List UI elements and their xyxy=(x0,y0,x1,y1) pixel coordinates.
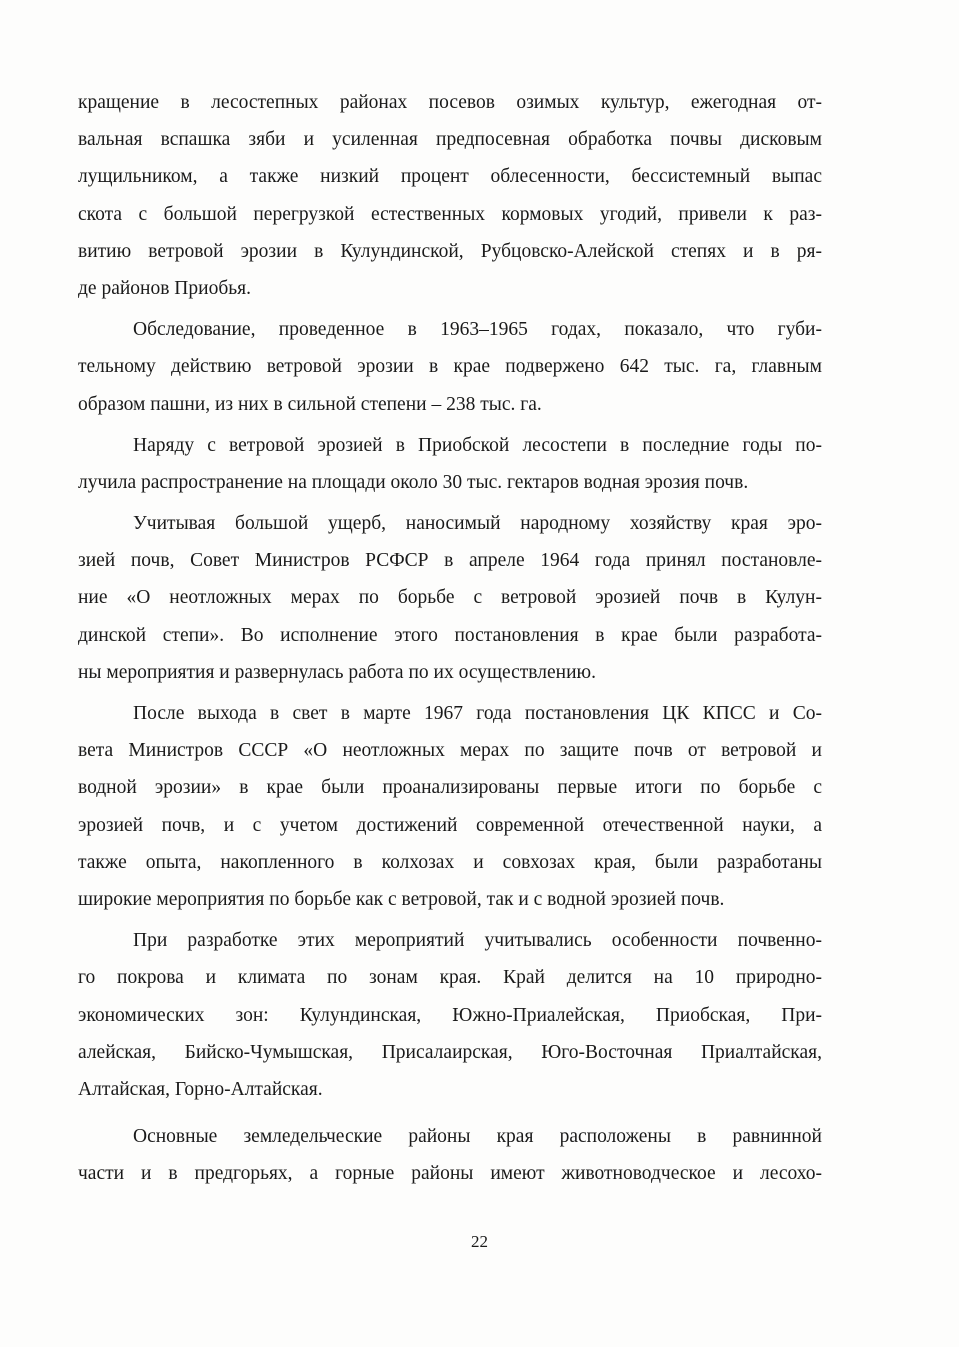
text-line: образом пашни, из них в сильной степени – 238 тыс. га. xyxy=(78,393,542,415)
text-line: алейская, Бийско-Чумышская, Присалаирская, Юго-Восточная Приалтайская, xyxy=(78,1041,822,1063)
text-line: тельному действию ветровой эрозии в крае подвержено 642 тыс. га, главным xyxy=(78,356,822,378)
text-line: эрозией почв, и с учетом достижений современной отечественной науки, а xyxy=(78,814,822,836)
text-line: После выхода в свет в марте 1967 года постановления ЦК КПСС и Со- xyxy=(133,703,822,724)
text-line: части и в предгорьях, а горные районы имеют животноводческое и лесохо- xyxy=(78,1163,822,1185)
text-line: вальная вспашка зяби и усиленная предпосевная обработка почвы дисковым xyxy=(78,129,822,151)
text-line: скота с большой перегрузкой естественных кормовых угодий, привели к раз- xyxy=(78,203,822,225)
text-line: Наряду с ветровой эрозией в Приобской лесостепи в последние годы по- xyxy=(133,434,822,456)
paragraph xyxy=(78,505,822,691)
text-line: водной эрозии» в крае были проанализированы первые итоги по борьбе с xyxy=(78,777,822,799)
text-line: экономических зон: Кулундинская, Южно-Приалейская, Приобская, При- xyxy=(78,1004,822,1026)
paragraph xyxy=(78,84,822,307)
paragraph-gap xyxy=(78,1108,822,1118)
paragraph xyxy=(78,695,822,918)
text-line: зией почв, Совет Министров РСФСР в апреле 1964 года принял постановле- xyxy=(78,550,822,572)
paragraph xyxy=(78,922,822,1108)
body-text xyxy=(78,84,822,1192)
text-line: широкие мероприятия по борьбе как с ветровой, так и с водной эрозией почв. xyxy=(78,888,725,910)
text-line: ны мероприятия и развернулась работа по их осуществлению. xyxy=(78,661,596,683)
text-line: лущильником, а также низкий процент облесенности, бессистемный выпас xyxy=(78,166,822,188)
text-line: При разработке этих мероприятий учитывались особенности почвенно- xyxy=(133,930,822,952)
text-line: Алтайская, Горно-Алтайская. xyxy=(78,1078,323,1100)
paragraph xyxy=(78,427,822,501)
text-line: витию ветровой эрозии в Кулундинской, Рубцовско-Алейской степях и в ря- xyxy=(78,240,822,262)
text-line: лучила распространение на площади около 30 тыс. гектаров водная эрозия почв. xyxy=(78,471,749,493)
text-line: кращение в лесостепных районах посевов озимых культур, ежегодная от- xyxy=(78,92,822,113)
text-line: Основные земледельческие районы края расположены в равнинной xyxy=(133,1126,822,1148)
text-line: динской степи». Во исполнение этого постановления в крае были разработа- xyxy=(78,624,822,646)
paragraph xyxy=(78,1118,822,1192)
text-line: вета Министров СССР «О неотложных мерах по защите почв от ветровой и xyxy=(78,740,822,762)
text-line: го покрова и климата по зонам края. Край делится на 10 природно- xyxy=(78,967,822,989)
paragraph xyxy=(78,311,822,423)
page-number: 22 xyxy=(471,1232,488,1251)
text-line: ние «О неотложных мерах по борьбе с ветровой эрозией почв в Кулун- xyxy=(78,587,822,609)
text-line: де районов Приобья. xyxy=(78,277,251,299)
text-line: Обследование, проведенное в 1963–1965 годах, показало, что губи- xyxy=(133,319,822,341)
text-line: Учитывая большой ущерб, наносимый народному хозяйству края эро- xyxy=(133,513,822,535)
text-line: также опыта, накопленного в колхозах и совхозах края, были разработаны xyxy=(78,851,822,873)
